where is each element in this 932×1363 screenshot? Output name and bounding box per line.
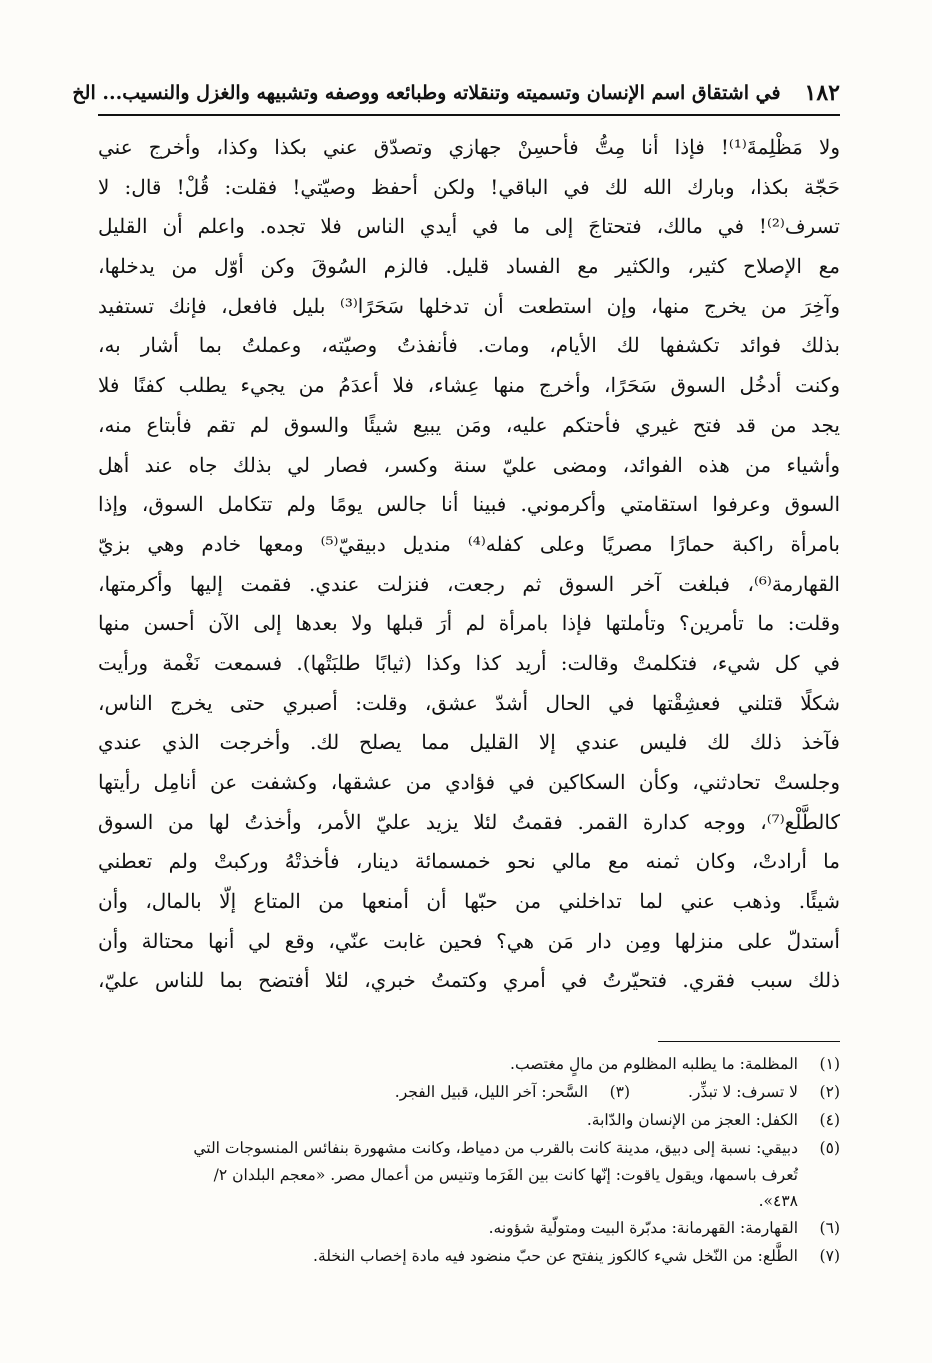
page-number: ١٨٢ xyxy=(804,80,840,106)
body-line: شكلًا قتلني فعشِقْتها في الحال أشدّ عشق، وقلت: أصبري حتى يخرج الناس، xyxy=(98,690,840,715)
footnote-number: (٣) xyxy=(609,1083,631,1101)
body-line: أستدلّ على منزلها ومِن دار مَن هي؟ فحين غابت عنّي، وقع لي أنها محتالة وأن xyxy=(98,928,840,953)
running-title: في اشتقاق اسم الإنسان وتسميته وتنقلاته وطبائعه ووصفه وتشبيهه والغزل والنسيب... الخ xyxy=(72,82,781,104)
body-line: وجلستْ تحادثني، وكأن السكاكين في فؤادي من عشقها، وكشفت عن أنامِل رأيتها xyxy=(98,770,840,794)
body-line: وقلت: ما تأمرين؟ وتأملتها فإذا بامرأة لم أرَ قبلها ولا بعدها إلى الآن أحسن منها xyxy=(98,611,840,636)
body-line: كالطَّلْع⁽⁷⁾، ووجه كدارة القمر. فقمتُ لئلا يزيد عليّ الأمر، وأخذتُ لها من السوق xyxy=(98,809,840,834)
body-line: ما أرادتْ، وكان ثمنه مع مالي نحو خمسمائة دينار، فأخذتْهُ وركبتْ ولم تعطني xyxy=(98,849,840,874)
footnote-number: (٦) xyxy=(819,1219,840,1237)
body-line: ولا مَظْلِمةَ⁽¹⁾! فإذا أنا مِتُّ فأحسِنْ جهازي وتصدّق عني بكذا وكذا، وأخرج عني xyxy=(98,135,840,159)
footnote-text: الطَّلع: من النّخل شيء كالكوز ينفتح عن حبّ منضود فيه مادة إخصاب النخلة. xyxy=(313,1247,798,1265)
body-line: بذلك فوائد تكشفها لك الأيام، ومات. فأنفذتُ وصيّته، وعملتُ بما أشار به، xyxy=(98,333,840,358)
body-text xyxy=(98,128,840,1001)
footnote-rule xyxy=(658,1041,840,1042)
body-line: فآخذ ذلك لك فليس عندي إلا القليل مما يصلح لك. وأخرجت الذي عندي xyxy=(98,730,840,755)
body-line: وآخِرَ من يخرج منها، وإن استطعت أن تدخلها سَحَرًا⁽³⁾ بليل فافعل، فإنك تستفيد xyxy=(98,293,840,318)
body-line: ذلك سبب فقري. فتحيّرتُ في أمري وكتمتُ خبري، لئلا أفتضح بما للناس عليّ، xyxy=(98,968,840,993)
footnote-6 xyxy=(98,1214,840,1242)
page-header xyxy=(72,76,840,110)
footnote-spacer xyxy=(630,1078,688,1106)
body-line: القهارمة⁽⁶⁾، فبلغت آخر السوق ثم رجعت، فنزلت عندي. فقمت إليها وأكرمتها، xyxy=(98,571,840,596)
footnote-5-continuation: تُعرف باسمها، ويقول ياقوت: إنّها كانت بين الفَرَما وتنيس من أعمال مصر. «معجم البلدان ٢/ xyxy=(213,1166,798,1184)
body-line: حَجّة بكذا، وبارك الله لك في الباقي! ولكن أحفظ وصيّتي! فقلت: قُلْ! قال: لا xyxy=(98,174,840,199)
footnote-number: (٥) xyxy=(819,1139,840,1157)
body-line: تسرف⁽²⁾! في مالك، فتحتاجَ إلى ما في أيدي الناس فلا تجده. واعلم أن القليل xyxy=(98,214,840,239)
footnotes xyxy=(98,1050,840,1270)
footnote-number: (٢) xyxy=(819,1083,840,1101)
footnote-text: الكفل: العجز من الإنسان والدّابة. xyxy=(586,1111,798,1129)
footnote-number: (٤) xyxy=(819,1111,840,1129)
body-line: بامرأة راكبة حمارًا مصريًا وعلى كفله⁽⁴⁾ منديل دبيقيّ⁽⁵⁾ ومعها خادم وهي بزيّ xyxy=(98,531,840,556)
footnote-text: السَّحر: آخر الليل، قبيل الفجر. xyxy=(394,1083,589,1101)
header-rule xyxy=(98,114,840,116)
footnote-4 xyxy=(98,1106,840,1134)
body-line: يجد من قد فتح غيري فأحتكم عليه، ومَن يبيع شيئًا والسوق لم تقم فأبتاع منه، xyxy=(98,412,840,437)
body-line: السوق وعرفوا استقامتي وأكرموني. فبينا أنا جالس يومًا ولم تتكامل السوق، وإذا xyxy=(98,492,840,517)
footnote-5-continuation: ٤٣٨». xyxy=(758,1192,798,1210)
body-line: وأشياء من هذه الفوائد، ومضى عليّ سنة وكسر، فصار لي بذلك جاه عند أهل xyxy=(98,452,840,477)
body-line: شيئًا. وذهب عني لما تداخلني من حبّها أن أمنعها من المتاع إلّا بالمال، وأن xyxy=(98,889,840,914)
body-line: مع الإصلاح كثير، والكثير مع الفساد قليل. فالزم السُوقَ وكن أوّل من يدخلها، xyxy=(98,254,840,279)
footnote-number: (٧) xyxy=(819,1247,840,1265)
footnote-5 xyxy=(98,1134,840,1162)
footnote-text: دبيقي: نسبة إلى دبيق، مدينة كانت بالقرب من دمياط، وكانت مشهورة بنفائس المنسوجات التي xyxy=(193,1139,798,1157)
footnote-text: المظلمة: ما يطلبه المظلوم من مالٍ مغتصب. xyxy=(510,1055,798,1073)
footnote-number: (١) xyxy=(819,1055,840,1073)
footnote-text: القهارمة: القهرمانة: مدبّرة البيت ومتولّية شؤونه. xyxy=(488,1219,798,1237)
footnote-2-3 xyxy=(98,1078,840,1106)
body-line: وكنت أدخُل السوق سَحَرًا، وأخرج منها عِشاء، فلا أعدَمُ من يجيء يطلب كفنًا فلا xyxy=(98,373,840,398)
footnote-1 xyxy=(98,1050,840,1078)
body-line: في كل شيء، فتكلمتْ وقالت: أريد كذا وكذا (ثيابًا طلبَتْها). فسمعت نَغْمة ورأيت xyxy=(98,650,840,675)
footnote-7 xyxy=(98,1242,840,1270)
footnote-text: لا تسرف: لا تبذِّر. xyxy=(688,1083,798,1101)
